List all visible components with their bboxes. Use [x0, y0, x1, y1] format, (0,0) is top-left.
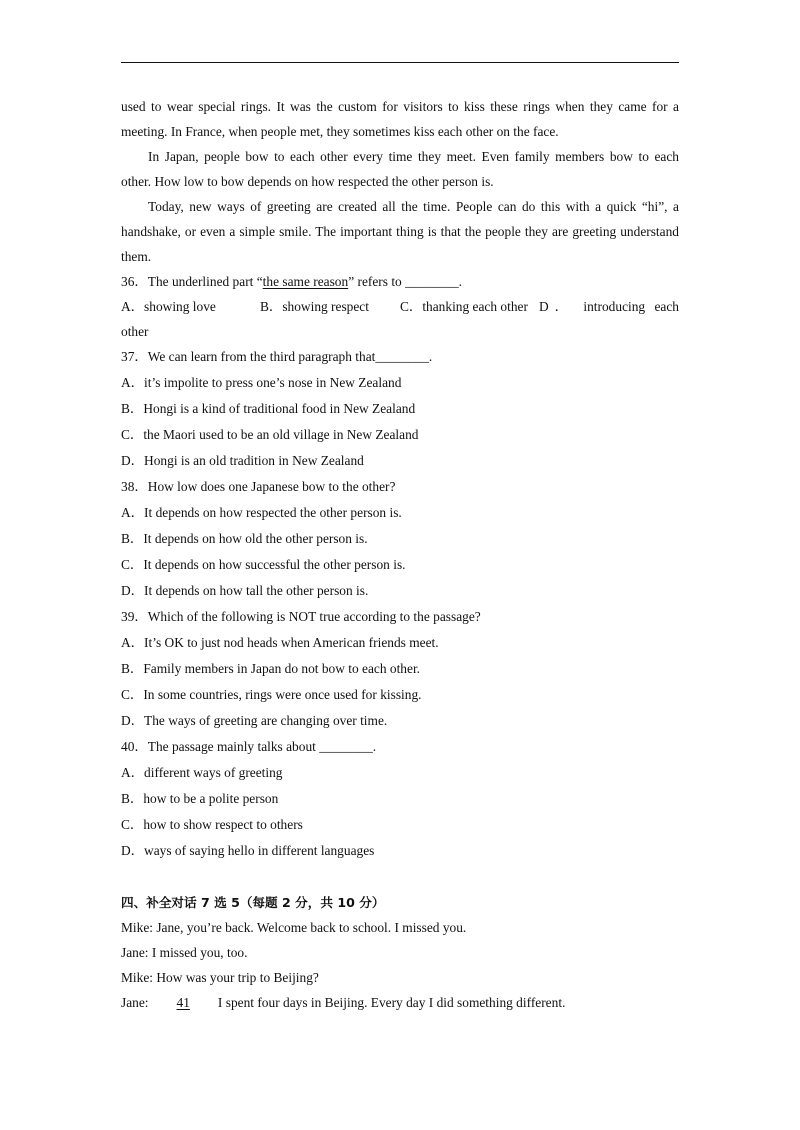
option-b: B．Family members in Japan do not bow to each other.: [121, 661, 421, 676]
speaker-label: Jane:: [121, 995, 149, 1010]
option-d: D．The ways of greeting are changing over time.: [121, 713, 388, 728]
option-c: C．It depends on how successful the other person is.: [121, 557, 406, 572]
dialogue-line: Jane: I missed you, too.: [121, 945, 248, 960]
option-b: B．Hongi is a kind of traditional food in New Zealand: [121, 401, 416, 416]
passage-line: other. How low to bow depends on how respected the other person is.: [121, 174, 494, 189]
passage-line: used to wear special rings. It was the custom for visitors to kiss these rings when they came for a: [121, 99, 679, 114]
passage-line: In Japan, people bow to each other every time they meet. Even family members bow to each: [148, 149, 679, 164]
passage-line: meeting. In France, when people met, they sometimes kiss each other on the face.: [121, 124, 559, 139]
option-c: C．how to show respect to others: [121, 817, 303, 832]
option-a: A．it’s impolite to press one’s nose in New Zealand: [121, 375, 402, 390]
passage-line: them.: [121, 249, 152, 264]
passage-line: Today, new ways of greeting are created all the time. People can do this with a quick “hi”, a: [148, 199, 679, 214]
option-b: B．It depends on how old the other person is.: [121, 531, 368, 546]
question-37-stem: 37．We can learn from the third paragraph that________.: [121, 349, 433, 364]
option-d: D．Hongi is an old tradition in New Zealand: [121, 453, 364, 468]
question-38-stem: 38．How low does one Japanese bow to the other?: [121, 479, 396, 494]
option-a: A．It’s OK to just nod heads when American friends meet.: [121, 635, 439, 650]
dialogue-line: Jane: 41 I spent four days in Beijing. Every day I did something different.: [121, 990, 679, 1015]
option-d-continued: other: [121, 324, 149, 339]
option-d: D．ways of saying hello in different languages: [121, 843, 375, 858]
option-d: D． introducing each: [539, 299, 679, 314]
passage-line: handshake, or even a simple smile. The important thing is that the people they are greeting understand: [121, 224, 679, 239]
question-39-stem: 39．Which of the following is NOT true according to the passage?: [121, 609, 481, 624]
option-b: B．how to be a polite person: [121, 791, 279, 806]
question-36-stem: 36．The underlined part “the same reason” refers to ________.: [121, 274, 462, 289]
underlined-phrase: the same reason: [262, 274, 349, 289]
option-a: A．It depends on how respected the other person is.: [121, 505, 402, 520]
option-c: C．the Maori used to be an old village in New Zealand: [121, 427, 419, 442]
dialogue-line: Mike: How was your trip to Beijing?: [121, 970, 319, 985]
option-b: B．showing respect: [260, 299, 369, 314]
question-40-stem: 40．The passage mainly talks about ________.: [121, 739, 377, 754]
option-a: A．different ways of greeting: [121, 765, 283, 780]
header-rule: [121, 62, 679, 63]
answer-blank: 41: [176, 995, 190, 1010]
document-body: [121, 94, 679, 1015]
question-36-options: [121, 294, 679, 319]
section-title: 四、补全对话 7 选 5（每题 2 分，共 10 分）: [121, 895, 385, 910]
dialogue-line: Mike: Jane, you’re back. Welcome back to school. I missed you.: [121, 920, 467, 935]
option-c: C．thanking each other: [400, 299, 528, 314]
option-c: C．In some countries, rings were once used for kissing.: [121, 687, 422, 702]
option-a: A．showing love: [121, 299, 216, 314]
section-gap: [121, 864, 679, 890]
option-d: D．It depends on how tall the other person is.: [121, 583, 369, 598]
